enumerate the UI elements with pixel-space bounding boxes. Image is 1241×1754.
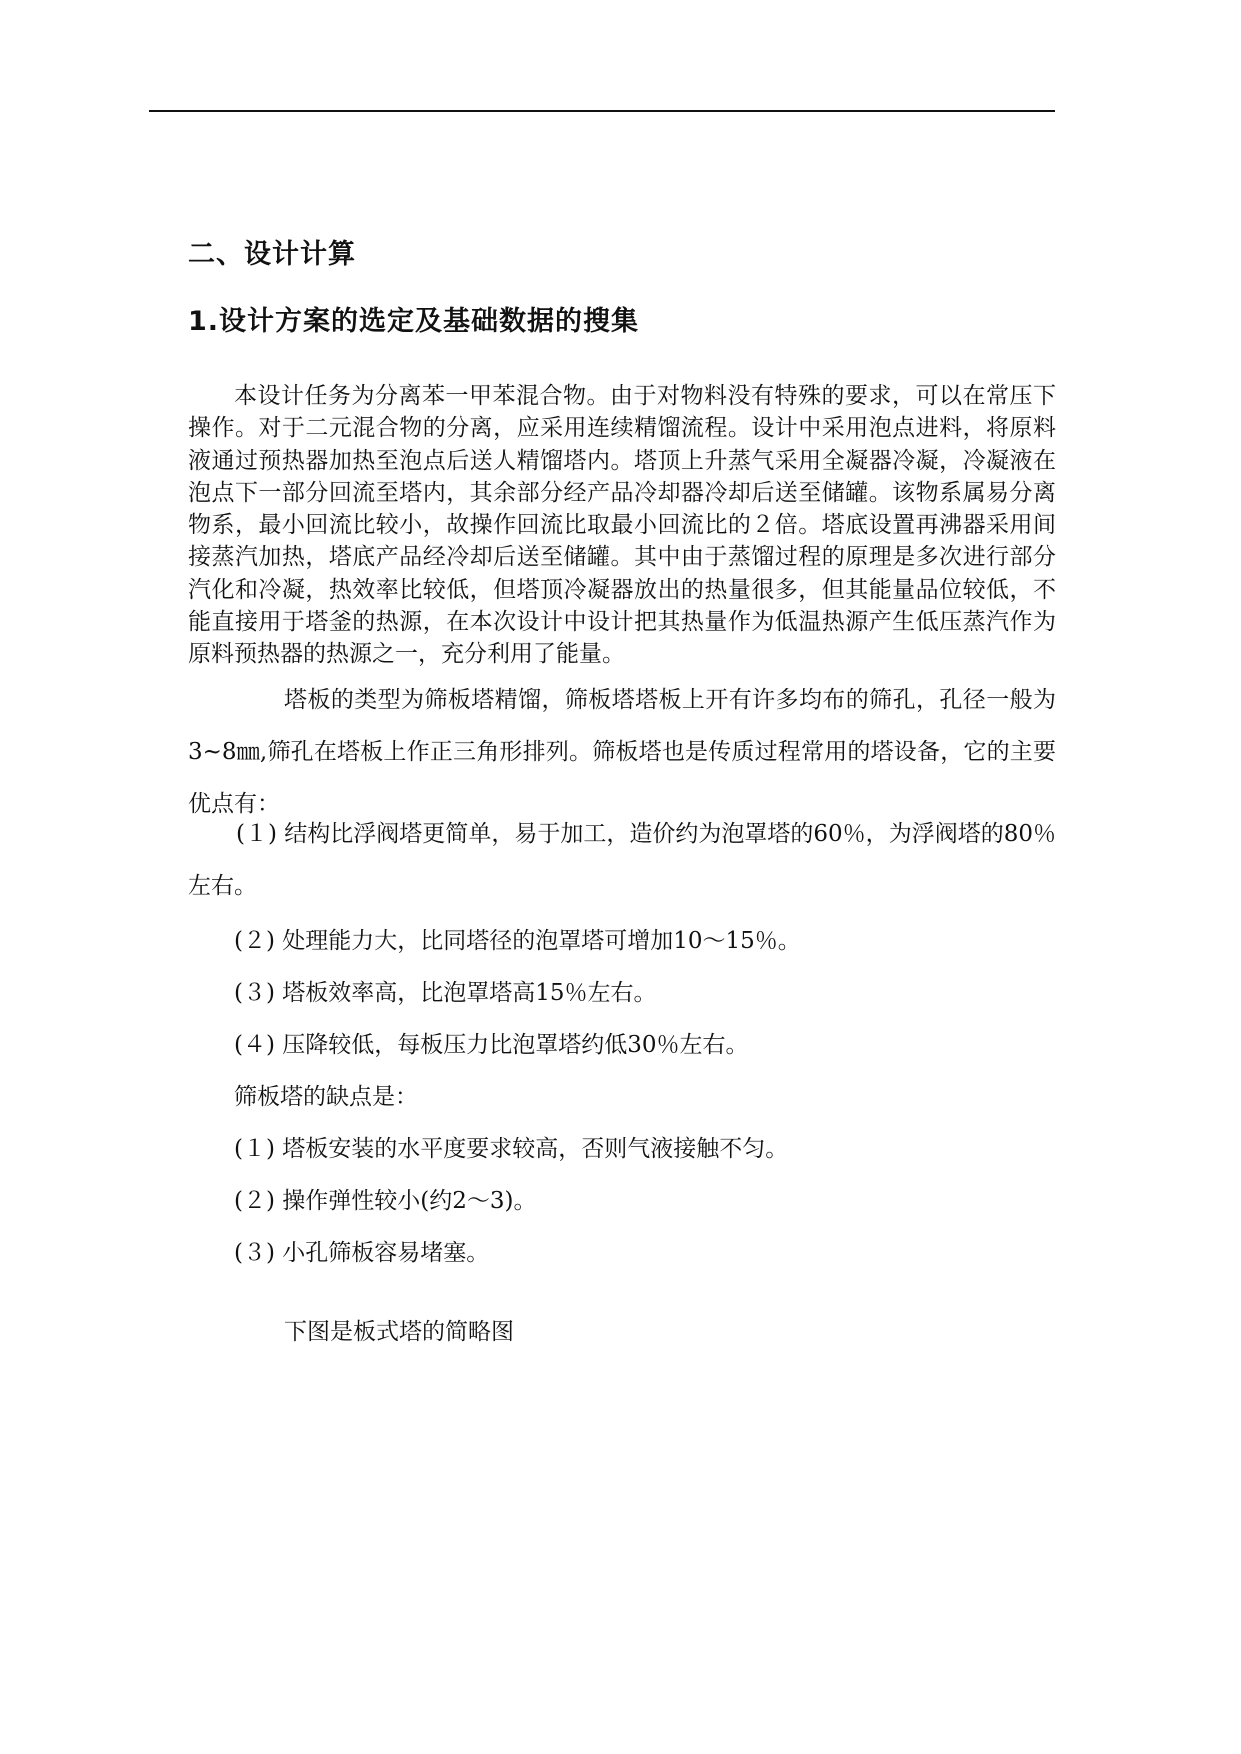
header-rule xyxy=(149,110,1055,112)
subsection-title: 1.设计方案的选定及基础数据的搜集 xyxy=(188,306,640,337)
advantage-item-4: (４) 压降较低，每板压力比泡罩塔约低30％左右。 xyxy=(234,1032,749,1058)
tray-type-paragraph: 塔板的类型为筛板塔精馏，筛板塔塔板上开有许多均布的筛孔，孔径一般为3~8㎜,筛孔在塔板上作正三角形排列。筛板塔也是传质过程常用的塔设备，它的主要优点有： xyxy=(188,687,1056,817)
intro-paragraph: 本设计任务为分离苯一甲苯混合物。由于对物料没有特殊的要求，可以在常压下操作。对于二元混合物的分离，应采用连续精馏流程。设计中采用泡点进料，将原料液通过预热器加热至泡点后送人精馏塔内。塔顶上升蒸气采用全凝器冷凝，冷凝液在泡点下一部分回流至塔内，其余部分经产品冷却器冷却后送至储罐。该物系属易分离物系，最小回流比较小，故操作回流比取最小回流比的２倍。塔底设置再沸器采用间接蒸汽加热，塔底产品经冷却后送至储罐。其中由于蒸馏过程的原理是多次进行部分汽化和冷凝，热效率比较低，但塔顶冷凝器放出的热量很多，但其能量品位较低，不能直接用于塔釜的热源，在本次设计中设计把其热量作为低温热源产生低压蒸汽作为原料预热器的热源之一，充分利用了能量。 xyxy=(188,383,1056,668)
advantage-item-3: (３) 塔板效率高，比泡罩塔高15％左右。 xyxy=(234,980,657,1006)
disadvantages-title: 筛板塔的缺点是： xyxy=(234,1084,418,1110)
advantage-item-2: (２) 处理能力大，比同塔径的泡罩塔可增加10～15％。 xyxy=(234,928,801,954)
disadvantage-item-3: (３) 小孔筛板容易堵塞。 xyxy=(234,1240,490,1266)
disadvantage-item-1: (１) 塔板安装的水平度要求较高，否则气液接触不匀。 xyxy=(234,1136,789,1162)
disadvantage-item-2: (２) 操作弹性较小(约2～3)。 xyxy=(234,1188,537,1214)
advantage-item-1: (１) 结构比浮阀塔更简单，易于加工，造价约为泡罩塔的60％，为浮阀塔的80％左右。 xyxy=(188,821,1056,899)
figure-caption: 下图是板式塔的简略图 xyxy=(284,1319,514,1345)
section-title: 二、设计计算 xyxy=(188,239,356,270)
